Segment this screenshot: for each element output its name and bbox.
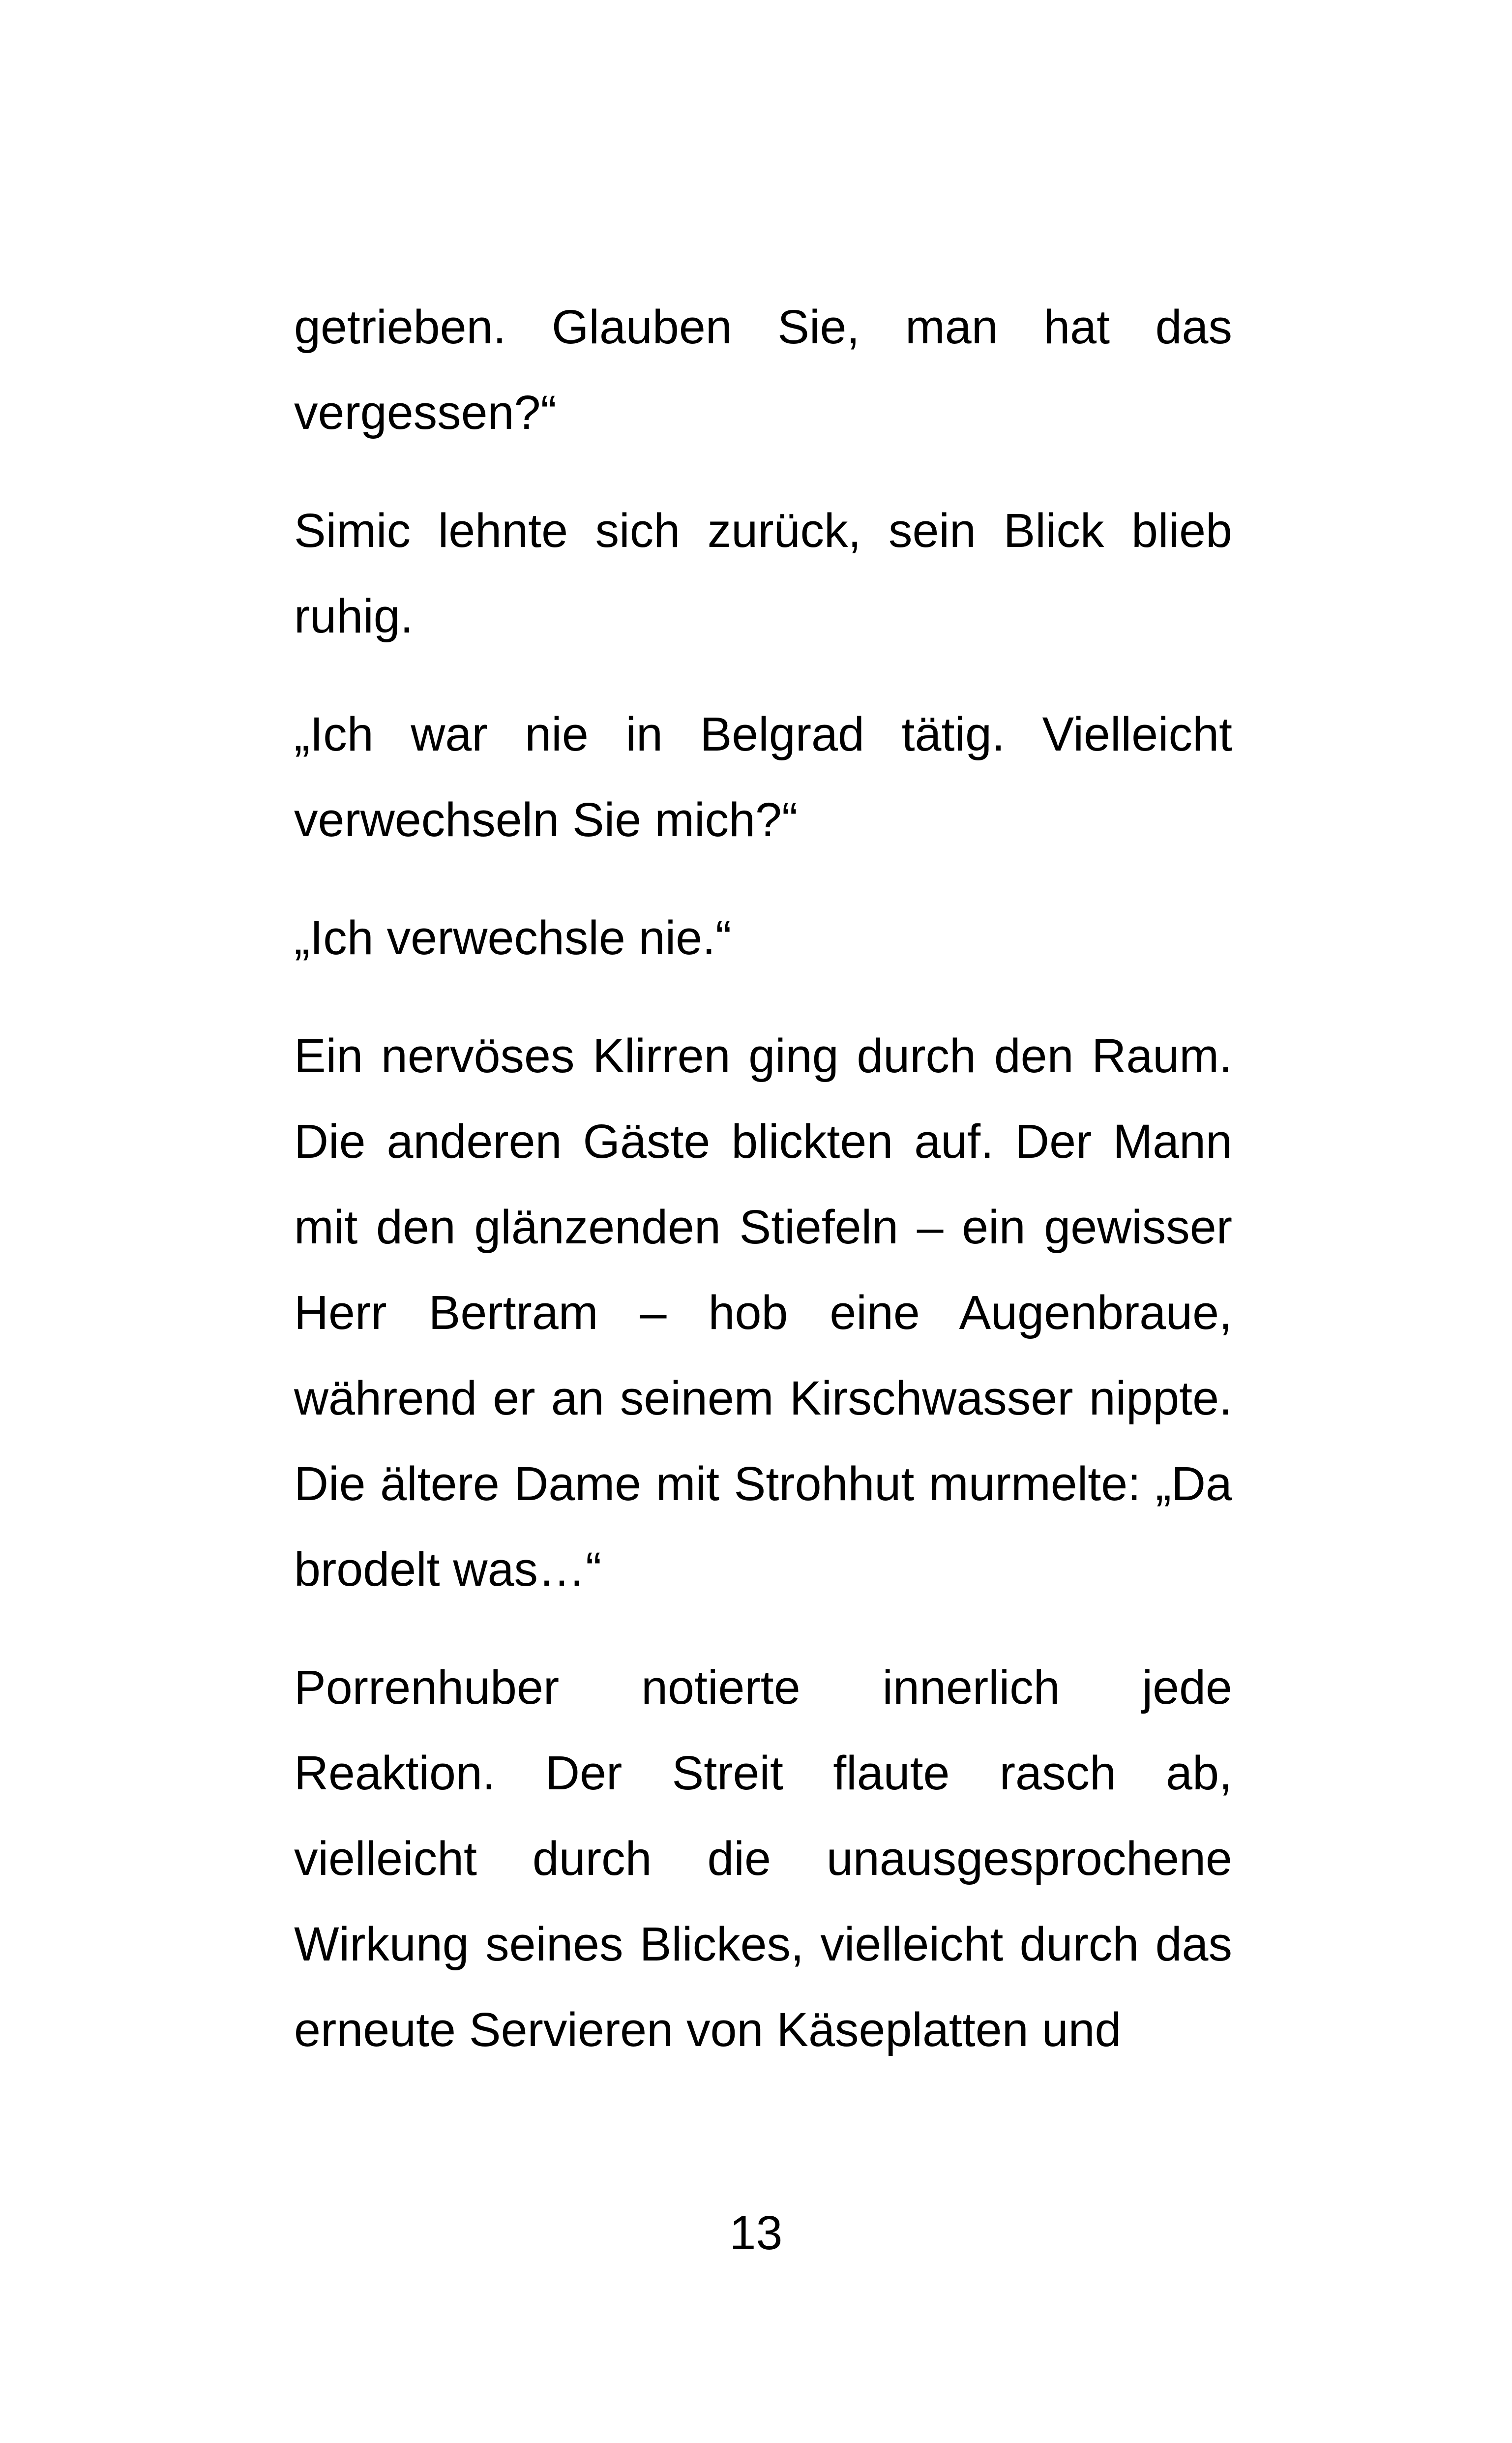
body-text: [294, 284, 1232, 2073]
paragraph-5: Ein nervöses Klirren ging durch den Raum. Die anderen Gäste blickten auf. Der Mann mit den glänzenden Stiefeln – ein gewisser Herr Bertram – hob eine Augenbraue, während er an seinem Kirschwasser nippte. Die ältere Dame mit Strohhut murmelte: „Da brodelt was…“: [294, 1029, 1232, 1596]
paragraph-6: Porrenhuber notierte innerlich jede Reaktion. Der Streit flaute rasch ab, vielleicht durch die unausgesprochene Wirkung seines Blickes, vielleicht durch das erneute Servieren von Käseplatten und: [294, 1660, 1232, 2056]
paragraph-2: Simic lehnte sich zurück, sein Blick blieb ruhig.: [294, 504, 1232, 643]
paragraph-4: „Ich verwechsle nie.“: [294, 911, 732, 965]
paragraph-1: getrieben. Glauben Sie, man hat das vergessen?“: [294, 300, 1232, 439]
paragraph-3: „Ich war nie in Belgrad tätig. Vielleicht verwechseln Sie mich?“: [294, 707, 1232, 846]
page-number: 13: [729, 2206, 783, 2260]
